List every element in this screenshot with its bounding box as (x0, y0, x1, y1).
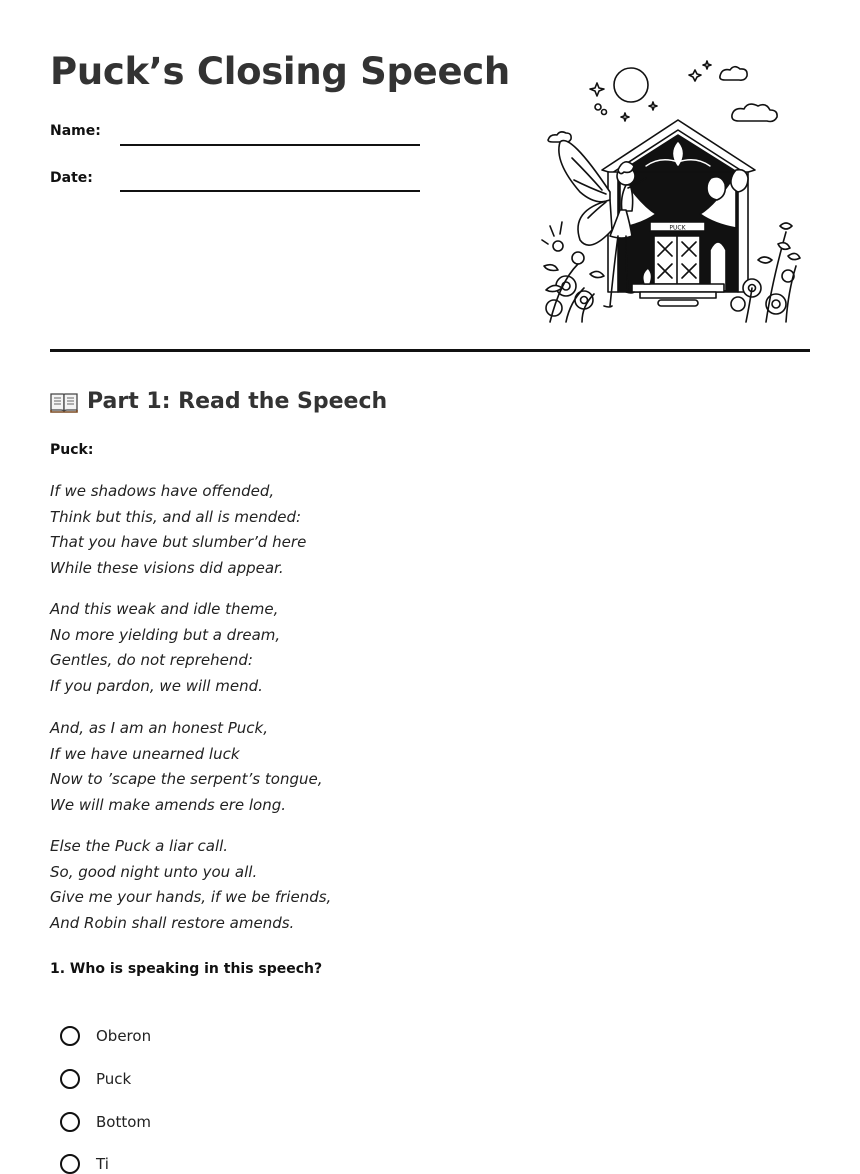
option-bottom[interactable] (60, 1112, 151, 1132)
fairy-theater-illustration (540, 60, 805, 325)
date-label: Date: (50, 170, 93, 186)
poem-line: That you have but slumber’d here (50, 533, 307, 552)
stanza-1 (50, 479, 306, 582)
name-field[interactable] (120, 144, 420, 146)
date-field[interactable] (120, 190, 420, 192)
question-1-text: 1. Who is speaking in this speech? (50, 961, 323, 977)
header-divider (50, 349, 810, 352)
part1-heading-text: Part 1: Read the Speech (87, 389, 388, 414)
option-puck[interactable] (60, 1069, 131, 1089)
radio-circle-icon[interactable] (60, 1026, 80, 1046)
stanza-4 (50, 834, 331, 937)
poem-line: If you pardon, we will mend. (50, 677, 263, 696)
poem-line: We will make amends ere long. (50, 796, 287, 815)
poem-line: While these visions did appear. (50, 559, 284, 578)
stanza-3 (50, 716, 322, 819)
radio-circle-icon[interactable] (60, 1069, 80, 1089)
poem-line: No more yielding but a dream, (50, 625, 281, 644)
option-label: Puck (96, 1070, 132, 1088)
name-label: Name: (50, 123, 101, 139)
part1-heading (50, 389, 387, 414)
poem-line: Gentles, do not reprehend: (50, 651, 253, 670)
option-oberon[interactable] (60, 1026, 151, 1046)
poem-line: Give me your hands, if we be friends, (50, 888, 332, 907)
option-label: Ti (96, 1155, 109, 1173)
poem-line: If we shadows have offended, (50, 482, 275, 500)
worksheet-title: Puck’s Closing Speech (50, 50, 510, 93)
option-partial[interactable] (60, 1154, 109, 1174)
poem-line: Now to ’scape the serpent’s tongue, (50, 770, 323, 789)
poem-line: If we have unearned luck (50, 744, 240, 763)
radio-circle-icon[interactable] (60, 1112, 80, 1132)
stanza-2 (50, 597, 280, 700)
option-label: Bottom (96, 1113, 152, 1131)
poem-line: And this weak and idle theme, (50, 600, 279, 618)
poem-line: So, good night unto you all. (50, 862, 258, 881)
poem-line: And, as I am an honest Puck, (50, 719, 268, 737)
speaker-label: Puck: (50, 442, 94, 458)
open-book-icon (50, 391, 78, 413)
poem-line: And Robin shall restore amends. (50, 914, 295, 933)
poem-line: Else the Puck a liar call. (50, 837, 229, 855)
poem-line: Think but this, and all is mended: (50, 507, 302, 526)
option-label: Oberon (96, 1027, 152, 1045)
theater-sign-text: PUCK (669, 224, 686, 232)
radio-circle-icon[interactable] (60, 1154, 80, 1174)
